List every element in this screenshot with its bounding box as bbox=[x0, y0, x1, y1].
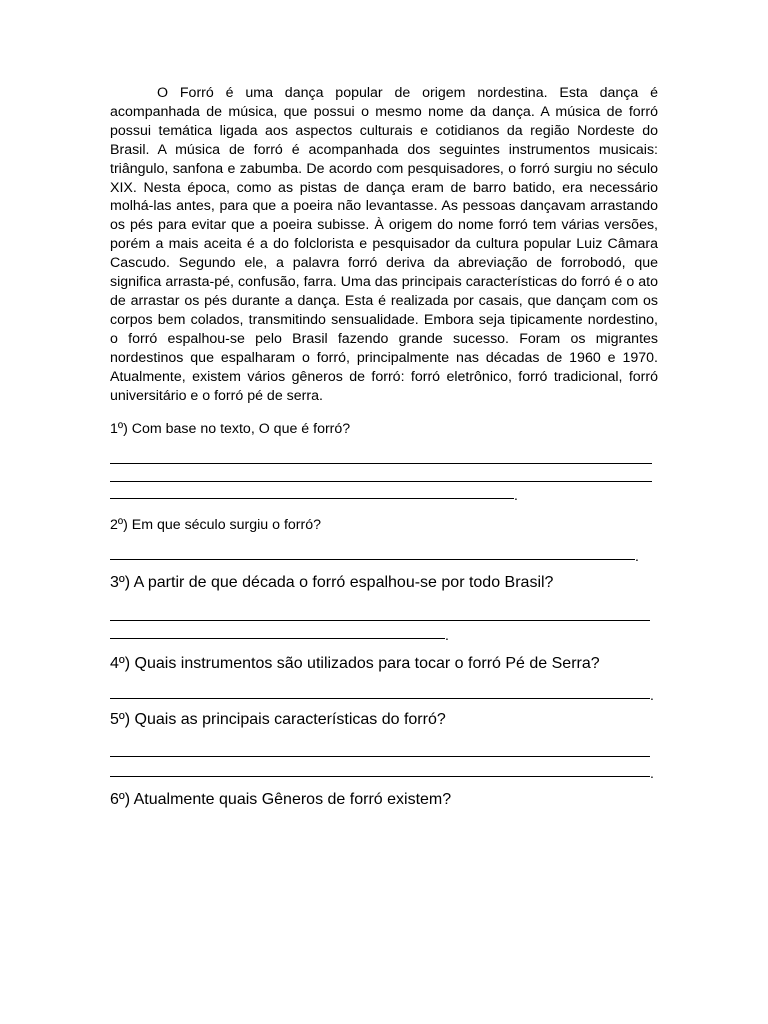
question-3: 3º) A partir de que década o forró espalhou-se por todo Brasil? bbox=[110, 574, 554, 592]
answer-line bbox=[110, 762, 658, 780]
answer-line bbox=[110, 449, 658, 467]
answer-line bbox=[110, 624, 658, 642]
line-end-period: . bbox=[650, 687, 654, 704]
question-2: 2º) Em que século surgiu o forró? bbox=[110, 517, 322, 534]
answer-line bbox=[110, 467, 658, 484]
line-end-period: . bbox=[445, 627, 449, 644]
question-4: 4º) Quais instrumentos são utilizados para tocar o forró Pé de Serra? bbox=[110, 655, 600, 673]
answer-area-1 bbox=[110, 449, 658, 502]
answer-area-5 bbox=[110, 742, 658, 780]
line-end-period: . bbox=[514, 487, 518, 504]
answer-area-2 bbox=[110, 545, 658, 563]
question-6: 6º) Atualmente quais Gêneros de forró existem? bbox=[110, 791, 452, 809]
worksheet-page bbox=[110, 84, 658, 810]
answer-area-3 bbox=[110, 606, 658, 642]
line-end-period: . bbox=[650, 765, 654, 782]
answer-line bbox=[110, 742, 658, 762]
question-1: 1º) Com base no texto, O que é forró? bbox=[110, 421, 351, 438]
answer-area-4 bbox=[110, 684, 658, 702]
answer-line bbox=[110, 545, 658, 563]
text-paragraph: O Forró é uma dança popular de origem nordestina. Esta dança é acompanhada de música, que possui o mesmo nome da dança. A música de forró possui temática ligada aos aspectos culturais e cotidianos da região Nordeste do Brasil. A música de forró é acompanhada dos seguintes instrumentos musicais: triângulo, sanfona e zabumba. De acordo com pesquisadores, o forró surgiu no século XIX. Nesta época, como as pistas de dança eram de barro batido, era necessário molhá-las antes, para que a poeira não levantasse. As pessoas dançavam arrastando os pés para evitar que a poeira subisse. À origem do nome forró tem várias versões, porém a mais aceita é a do folclorista e pesquisador da cultura popular Luiz Câmara Cascudo. Segundo ele, a palavra forró deriva da abreviação de forrobodó, que significa arrasta-pé, confusão, farra. Uma das principais características do forró é o ato de arrastar os pés durante a dança. Esta é realizada por casais, que dançam com os corpos bem colados, transmitindo sensualidade. Embora seja tipicamente nordestino, o forró espalhou-se pelo Brasil fazendo grande sucesso. Foram os migrantes nordestinos que espalharam o forró, principalmente nas décadas de 1960 e 1970. Atualmente, existem vários gêneros de forró: forró eletrônico, forró tradicional, forró universitário e o forró pé de serra. bbox=[110, 85, 658, 404]
answer-line bbox=[110, 606, 658, 624]
answer-line bbox=[110, 684, 658, 702]
answer-line bbox=[110, 484, 658, 502]
line-end-period: . bbox=[635, 548, 639, 565]
question-5: 5º) Quais as principais características do forró? bbox=[110, 711, 446, 729]
